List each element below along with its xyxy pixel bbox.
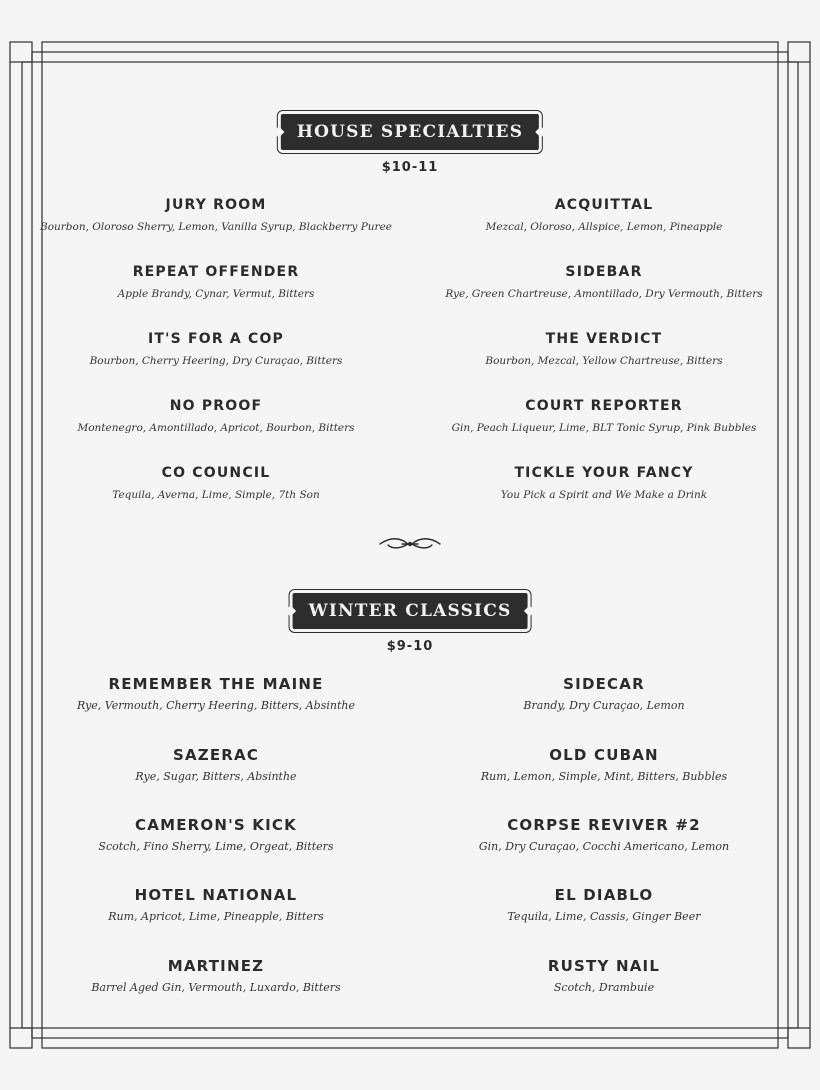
item-ingredients: Apple Brandy, Cynar, Vermut, Bitters [117, 288, 315, 300]
menu-item [414, 263, 794, 301]
item-name: ACQUITTAL [554, 197, 654, 213]
item-ingredients: Gin, Dry Curaçao, Cocchi Americano, Lemon [478, 840, 730, 853]
menu-item [26, 263, 406, 301]
item-ingredients: Tequila, Lime, Cassis, Ginger Beer [507, 910, 701, 923]
item-name: SIDECAR [563, 675, 645, 693]
item-name: CAMERON'S KICK [135, 816, 297, 834]
item-name: EL DIABLO [554, 886, 654, 904]
item-ingredients: Mezcal, Oloroso, Allspice, Lemon, Pineapple [485, 221, 723, 233]
item-ingredients: You Pick a Spirit and We Make a Drink [500, 489, 708, 501]
item-name: NO PROOF [169, 398, 263, 414]
menu-item [414, 397, 794, 435]
menu-item [414, 746, 794, 784]
section-price: $10-11 [381, 160, 439, 175]
section-price: $9-10 [386, 639, 434, 654]
menu-item [414, 675, 794, 713]
menu-item [414, 196, 794, 234]
item-name: REPEAT OFFENDER [132, 264, 300, 280]
item-ingredients: Rye, Vermouth, Cherry Heering, Bitters, Absinthe [77, 699, 355, 712]
item-name: TICKLE YOUR FANCY [514, 465, 694, 481]
item-ingredients: Gin, Peach Liqueur, Lime, BLT Tonic Syrup, Pink Bubbles [451, 422, 757, 434]
item-ingredients: Bourbon, Cherry Heering, Dry Curaçao, Bitters [89, 355, 343, 367]
item-name: COURT REPORTER [525, 398, 683, 414]
item-name: JURY ROOM [165, 197, 267, 213]
item-name: REMEMBER THE MAINE [108, 675, 324, 693]
menu-item [26, 675, 406, 713]
item-ingredients: Bourbon, Oloroso Sherry, Lemon, Vanilla Syrup, Blackberry Puree [39, 221, 392, 233]
menu-item [26, 196, 406, 234]
item-name: SAZERAC [172, 746, 260, 764]
item-name: IT'S FOR A COP [147, 331, 285, 347]
item-ingredients: Rye, Sugar, Bitters, Absinthe [135, 770, 297, 783]
item-ingredients: Rum, Lemon, Simple, Mint, Bitters, Bubbles [480, 770, 728, 783]
menu-item [414, 464, 794, 502]
item-ingredients: Barrel Aged Gin, Vermouth, Luxardo, Bitters [91, 981, 341, 994]
menu-item [26, 886, 406, 924]
menu-item [26, 397, 406, 435]
section-title-winter-classics: WINTER CLASSICS [293, 593, 528, 629]
item-name: THE VERDICT [545, 331, 663, 347]
item-name: RUSTY NAIL [547, 957, 661, 975]
item-name: MARTINEZ [167, 957, 265, 975]
item-ingredients: Bourbon, Mezcal, Yellow Chartreuse, Bitters [485, 355, 723, 367]
menu-item [414, 330, 794, 368]
item-ingredients: Montenegro, Amontillado, Apricot, Bourbon, Bitters [77, 422, 355, 434]
item-ingredients: Rum, Apricot, Lime, Pineapple, Bitters [108, 910, 324, 923]
item-name: HOTEL NATIONAL [134, 886, 298, 904]
item-name: CO COUNCIL [161, 465, 271, 481]
item-name: SIDEBAR [565, 264, 643, 280]
item-ingredients: Scotch, Fino Sherry, Lime, Orgeat, Bitters [98, 840, 334, 853]
menu-item [26, 746, 406, 784]
item-ingredients: Brandy, Dry Curaçao, Lemon [523, 699, 685, 712]
menu-item [414, 886, 794, 924]
item-name: CORPSE REVIVER #2 [507, 816, 701, 834]
menu-item [26, 464, 406, 502]
item-name: OLD CUBAN [549, 746, 659, 764]
item-ingredients: Scotch, Drambuie [553, 981, 655, 994]
item-ingredients: Tequila, Averna, Lime, Simple, 7th Son [112, 489, 320, 501]
menu-item [26, 816, 406, 854]
menu-item [414, 816, 794, 854]
menu-item [414, 957, 794, 995]
menu-item [26, 330, 406, 368]
flourish-divider-icon [378, 533, 442, 555]
item-ingredients: Rye, Green Chartreuse, Amontillado, Dry Vermouth, Bitters [445, 288, 763, 300]
menu-item [26, 957, 406, 995]
section-title-house-specialties: HOUSE SPECIALTIES [281, 114, 539, 150]
